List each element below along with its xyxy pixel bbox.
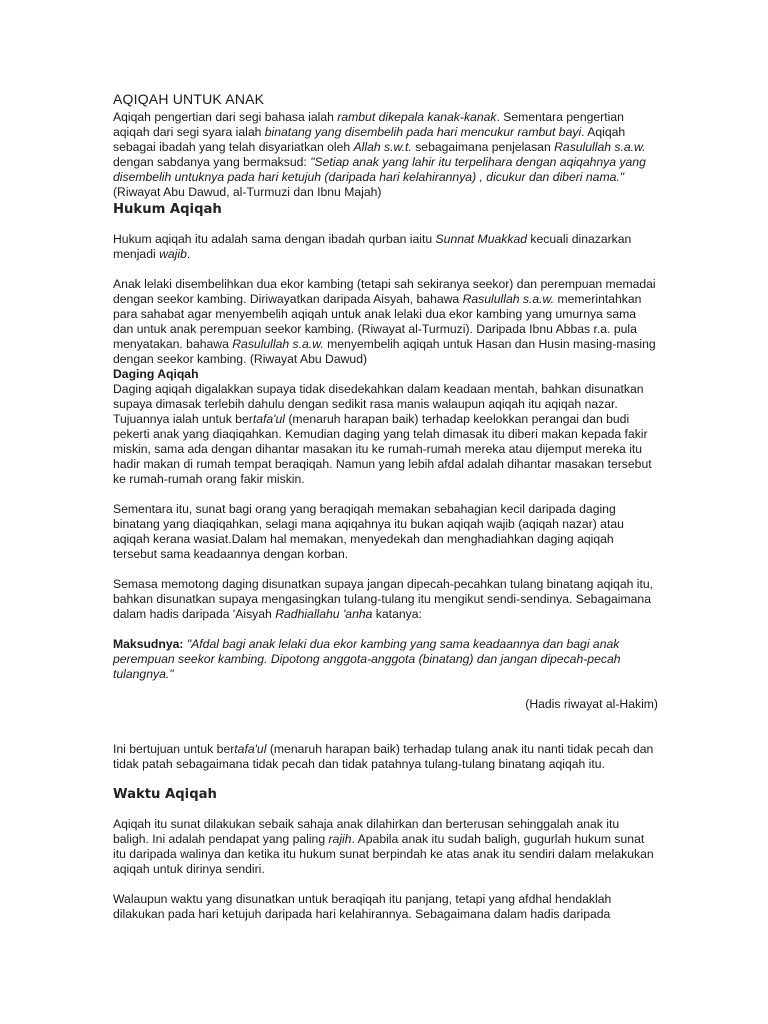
daging-paragraph-2: Sementara itu, sunat bagi orang yang beraqiqah memakan sebahagian kecil daripada daging binatang yang diaqiqahkan, selagi mana aqiqahnya itu bukan aqiqah wajib (aqiqah nazar) atau aqiqah kerana wasiat.Dalam hal memakan, menyedekah dan menghadiahkan daging aqiqah tersebut sama keadaannya dengan korban. xyxy=(113,502,624,561)
daging-heading: Daging Aqiqah xyxy=(113,367,199,381)
intro-text-4: sebagaimana penjelasan xyxy=(411,140,555,154)
hukum-heading: Hukum Aqiqah xyxy=(113,202,222,217)
spacer xyxy=(113,727,658,742)
spacer xyxy=(113,712,658,727)
waktu-paragraph-2: Walaupun waktu yang disunatkan untuk beraqiqah itu panjang, tetapi yang afdhal hendaklah dilakukan pada hari ketujuh daripada hari kelahirannya. Sebagaimana dalam hadis daripada xyxy=(113,892,612,921)
waktu-p1-italic-1: rajih xyxy=(328,832,352,846)
quote-label: Maksudnya: xyxy=(113,637,184,651)
waktu-p1-text-2: . Apabila anak itu sudah baligh, gugurlah hukum sunat itu daripada walinya dan ketika itu hukum sunat berpindah ke atas anak itu sendiri dalam melakukan aqiqah untuk dirinya sendiri. xyxy=(113,832,654,876)
daging-p3-text-1: Semasa memotong daging disunatkan supaya jangan dipecah-pecahkan tulang binatang aqiqah itu, bahkan disunatkan supaya mengasingkan tulang-tulang itu mengikut sendi-sendinya. Sebagaimana dalam hadis daripada 'Aisyah xyxy=(113,577,654,621)
daging-p1-text-1: Daging aqiqah digalakkan supaya tidak disedekahkan dalam keadaan mentah, bahkan disunatkan supaya dimasak terlebih dahulu dengan sedikit rasa manis walaupun aqiqah itu aqiqah nazar. Tujuannya ialah untuk ber xyxy=(113,382,644,426)
hukum-p1-italic-2: wajib xyxy=(159,247,187,261)
spacer xyxy=(113,772,658,787)
intro-paragraph xyxy=(113,110,658,200)
daging-p4-text-2: (menaruh harapan baik) terhadap tulang anak itu nanti tidak pecah dan tidak patah sebagaimana tidak pecah dan tidak patahnya tulang-tulang binatang aqiqah itu. xyxy=(113,742,654,771)
spacer xyxy=(113,562,658,577)
quote-text: "Afdal bagi anak lelaki dua ekor kambing yang sama keadaannya dan bagi anak perempuan seekor kambing. Dipotong anggota-anggota (binatang) dan jangan dipecah-pecah tulangnya." xyxy=(113,637,621,681)
hukum-p1-text-1: Hukum aqiqah itu adalah sama dengan ibadah qurban iaitu xyxy=(113,232,436,246)
hukum-p1-italic-1: Sunnat Muakkad xyxy=(435,232,527,246)
spacer xyxy=(113,682,658,697)
intro-text-3: . Aqiqah sebagai ibadah yang telah disyariatkan oleh xyxy=(113,125,626,154)
spacer xyxy=(113,262,658,277)
spacer xyxy=(113,877,658,892)
hukum-p1-text-2: kecuali dinazarkan menjadi xyxy=(113,232,632,261)
daging-p4-italic-1: tafa'ul xyxy=(234,742,267,756)
daging-p4-text-1: Ini bertujuan untuk ber xyxy=(113,742,235,756)
daging-paragraph-3 xyxy=(113,577,658,622)
page-title: AQIQAH UNTUK ANAK xyxy=(113,91,265,107)
intro-text-5: dengan sabdanya yang bermaksud: xyxy=(113,155,311,169)
daging-paragraph-4 xyxy=(113,742,658,772)
hukum-p2-text-1: Anak lelaki disembelihkan dua ekor kambing (tetapi sah sekiranya seekor) dan perempuan memadai dengan seekor kambing. Diriwayatkan daripada Aisyah, bahawa xyxy=(113,277,656,306)
spacer xyxy=(113,622,658,637)
hukum-p2-text-3: menyembelih aqiqah untuk Hasan dan Husin masing-masing dengan seekor kambing. (Riwayat Abu Dawud) xyxy=(113,337,656,366)
hukum-paragraph-2 xyxy=(113,277,658,367)
daging-p3-italic-1: Radhiallahu 'anha xyxy=(275,607,373,621)
hukum-p1-text-3: . xyxy=(186,247,191,261)
intro-text-2: . Sementara pengertian aqiqah dari segi syara ialah xyxy=(113,110,624,139)
daging-quote-paragraph xyxy=(113,637,658,682)
daging-p1-italic-1: tafa'ul xyxy=(252,412,285,426)
intro-italic-4: Rasulullah s.a.w. xyxy=(554,140,646,154)
intro-text-6: (Riwayat Abu Dawud, al-Turmuzi dan Ibnu Majah) xyxy=(113,185,382,199)
waktu-paragraph-1 xyxy=(113,817,658,877)
intro-hadith-quote: "Setiap anak yang lahir itu terpelihara dengan aqiqahnya yang disembelih untuknya pada hari ketujuh (daripada hari kelahirannya) , dicukur dan diberi nama." xyxy=(113,155,646,184)
document-page xyxy=(113,92,658,922)
waktu-heading: Waktu Aqiqah xyxy=(113,787,217,802)
hukum-p2-italic-1: Rasulullah s.a.w. xyxy=(462,292,555,306)
hadith-source: (Hadis riwayat al-Hakim) xyxy=(525,697,658,711)
intro-italic-1: rambut dikepala kanak-kanak xyxy=(337,110,497,124)
spacer xyxy=(113,802,658,817)
daging-paragraph-1 xyxy=(113,382,658,487)
daging-p1-text-2: (menaruh harapan baik) terhadap keelokkan perangai dan budi pekerti anak yang diaqiqahkan. Kemudian daging yang telah dimasak itu diberi makan kepada fakir miskin, sama ada dengan dihantar masakan itu ke rumah-rumah mereka atau dijemput mereka itu hadir makan di rumah tempat beraqiqah. Namun yang lebih afdal adalah dihantar masakan tersebut ke rumah-rumah orang fakir miskin. xyxy=(113,412,652,486)
daging-p3-text-2: katanya: xyxy=(372,607,422,621)
hukum-p2-text-2: memerintahkan para sahabat agar menyembelih aqiqah untuk anak lelaki dua ekor kambing yang umurnya sama dan untuk anak perempuan seekor kambing. (Riwayat al-Turmuzi). Daripada Ibnu Abbas r.a. pula menyatakan. bahawa xyxy=(113,292,642,351)
spacer xyxy=(113,217,658,232)
hukum-p2-italic-2: Rasulullah s.a.w. xyxy=(232,337,324,351)
intro-italic-3: Allah s.w.t. xyxy=(353,140,412,154)
waktu-p1-text-1: Aqiqah itu sunat dilakukan sebaik sahaja anak dilahirkan dan berterusan sehinggalah anak itu baligh. Ini adalah pendapat yang paling xyxy=(113,817,620,846)
hukum-paragraph-1 xyxy=(113,232,658,262)
spacer xyxy=(113,487,658,502)
intro-italic-2: binatang yang disembelih pada hari mencukur rambut bayi xyxy=(264,125,582,139)
intro-text-1: Aqiqah pengertian dari segi bahasa ialah xyxy=(113,110,338,124)
